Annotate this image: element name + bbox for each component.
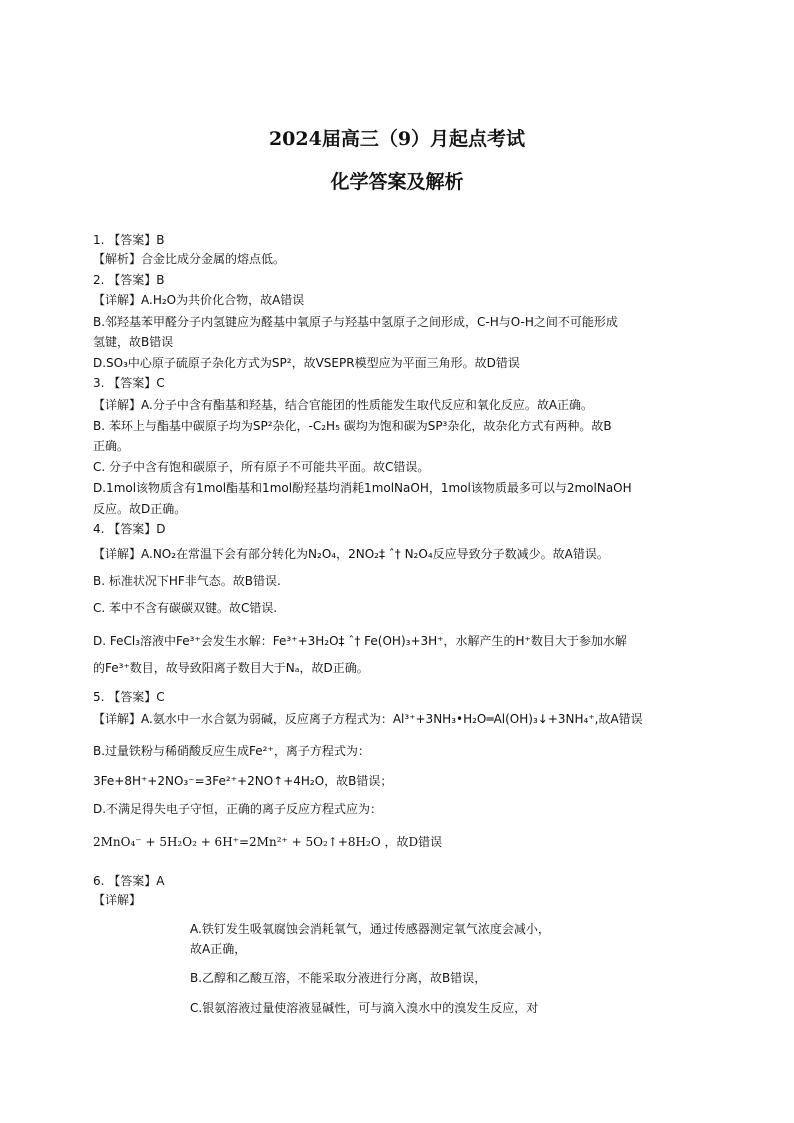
answer-4-detail-a: 【详解】A.NO₂在常温下会有部分转化为N₂O₄，2NO₂‡ ˆ† N₂O₄反应导致分子数减少。故A错误。 bbox=[93, 547, 609, 561]
answer-2-heading: 2. 【答案】B bbox=[93, 273, 165, 287]
answer-6-detail-label: 【详解】 bbox=[93, 893, 142, 907]
answer-3-detail-b: B. 苯环上与酯基中碳原子均为SP²杂化，-C₂H₅ 碳均为饱和碳为SP³杂化，故杂化方式有两种。故B bbox=[93, 419, 612, 433]
answer-5-detail-d: D.不满足得失电子守恒，正确的离子反应方程式应为： bbox=[93, 802, 383, 816]
answer-5-detail-b: B.过量铁粉与稀硝酸反应生成Fe²⁺，离子方程式为： bbox=[93, 744, 370, 758]
answer-6-detail-b: B.乙醇和乙酸互溶，不能采取分液进行分离，故B错误， bbox=[190, 971, 487, 985]
answer-3-detail-c: C. 分子中含有饱和碳原子，所有原子不可能共平面。故C错误。 bbox=[93, 460, 430, 474]
answer-5-equation-d: 2MnO₄⁻ + 5H₂O₂ + 6H⁺=2Mn²⁺ + 5O₂↑+8H₂O ，故D错误 bbox=[93, 835, 443, 849]
answer-1-analysis: 【解析】合金比成分金属的熔点低。 bbox=[93, 252, 286, 266]
answer-3-heading: 3. 【答案】C bbox=[93, 376, 165, 390]
document-title: 2024届高三（9）月起点考试 bbox=[268, 128, 526, 150]
answer-5-equation-b: 3Fe+8H⁺+2NO₃⁻=3Fe²⁺+2NO↑+4H₂O，故B错误； bbox=[93, 774, 393, 788]
answer-4-detail-d-cont: 的Fe³⁺数目，故导致阳离子数目大于Nₐ，故D正确。 bbox=[93, 661, 369, 675]
answer-3-detail-d-cont: 反应。故D正确。 bbox=[93, 502, 187, 516]
answer-6-heading: 6. 【答案】A bbox=[93, 874, 165, 888]
answer-6-detail-a-cont: 故A正确， bbox=[190, 942, 247, 956]
answer-6-detail-a: A.铁钉发生吸氧腐蚀会消耗氧气，通过传感器测定氧气浓度会减小， bbox=[190, 922, 550, 936]
answer-4-detail-b: B. 标准状况下HF非气态。故B错误. bbox=[93, 574, 281, 588]
answer-3-detail-b-cont: 正确。 bbox=[93, 439, 130, 453]
answer-3-detail-d: D.1mol该物质含有1mol酯基和1mol酚羟基均消耗1molNaOH，1mol该物质最多可以与2molNaOH bbox=[93, 481, 632, 495]
answer-1-heading: 1. 【答案】B bbox=[93, 233, 165, 247]
answer-4-detail-c: C. 苯中不含有碳碳双键。故C错误. bbox=[93, 601, 278, 615]
answer-4-detail-d: D. FeCl₃溶液中Fe³⁺会发生水解：Fe³⁺+3H₂O‡ ˆ† Fe(OH)₃+3H⁺，水解产生的H⁺数目大于参加水解 bbox=[93, 634, 627, 648]
answer-2-detail-b-cont: 氢键，故B错误 bbox=[93, 335, 174, 349]
answer-2-detail-d: D.SO₃中心原子硫原子杂化方式为SP²，故VSEPR模型应为平面三角形。故D错误 bbox=[93, 356, 520, 370]
answer-2-detail-b: B.邻羟基苯甲醛分子内氢键应为醛基中氧原子与羟基中氢原子之间形成，C-H与O-H之间不可能形成 bbox=[93, 315, 618, 329]
answer-6-detail-c: C.银氨溶液过量使溶液显碱性，可与滴入溴水中的溴发生反应，对 bbox=[190, 1001, 539, 1015]
answer-5-heading: 5. 【答案】C bbox=[93, 690, 165, 704]
answer-4-heading: 4. 【答案】D bbox=[93, 522, 166, 536]
answer-5-detail-a: 【详解】A.氨水中一水合氨为弱碱，反应离子方程式为：Al³⁺+3NH₃•H₂O═Al(OH)₃↓+3NH₄⁺,故A错误 bbox=[93, 712, 643, 726]
answer-3-detail-a: 【详解】A.分子中含有酯基和羟基，结合官能团的性质能发生取代反应和氧化反应。故A正确。 bbox=[93, 398, 594, 412]
answer-2-detail-a: 【详解】A.H₂O为共价化合物，故A错误 bbox=[93, 293, 305, 307]
document-subtitle: 化学答案及解析 bbox=[330, 171, 464, 193]
